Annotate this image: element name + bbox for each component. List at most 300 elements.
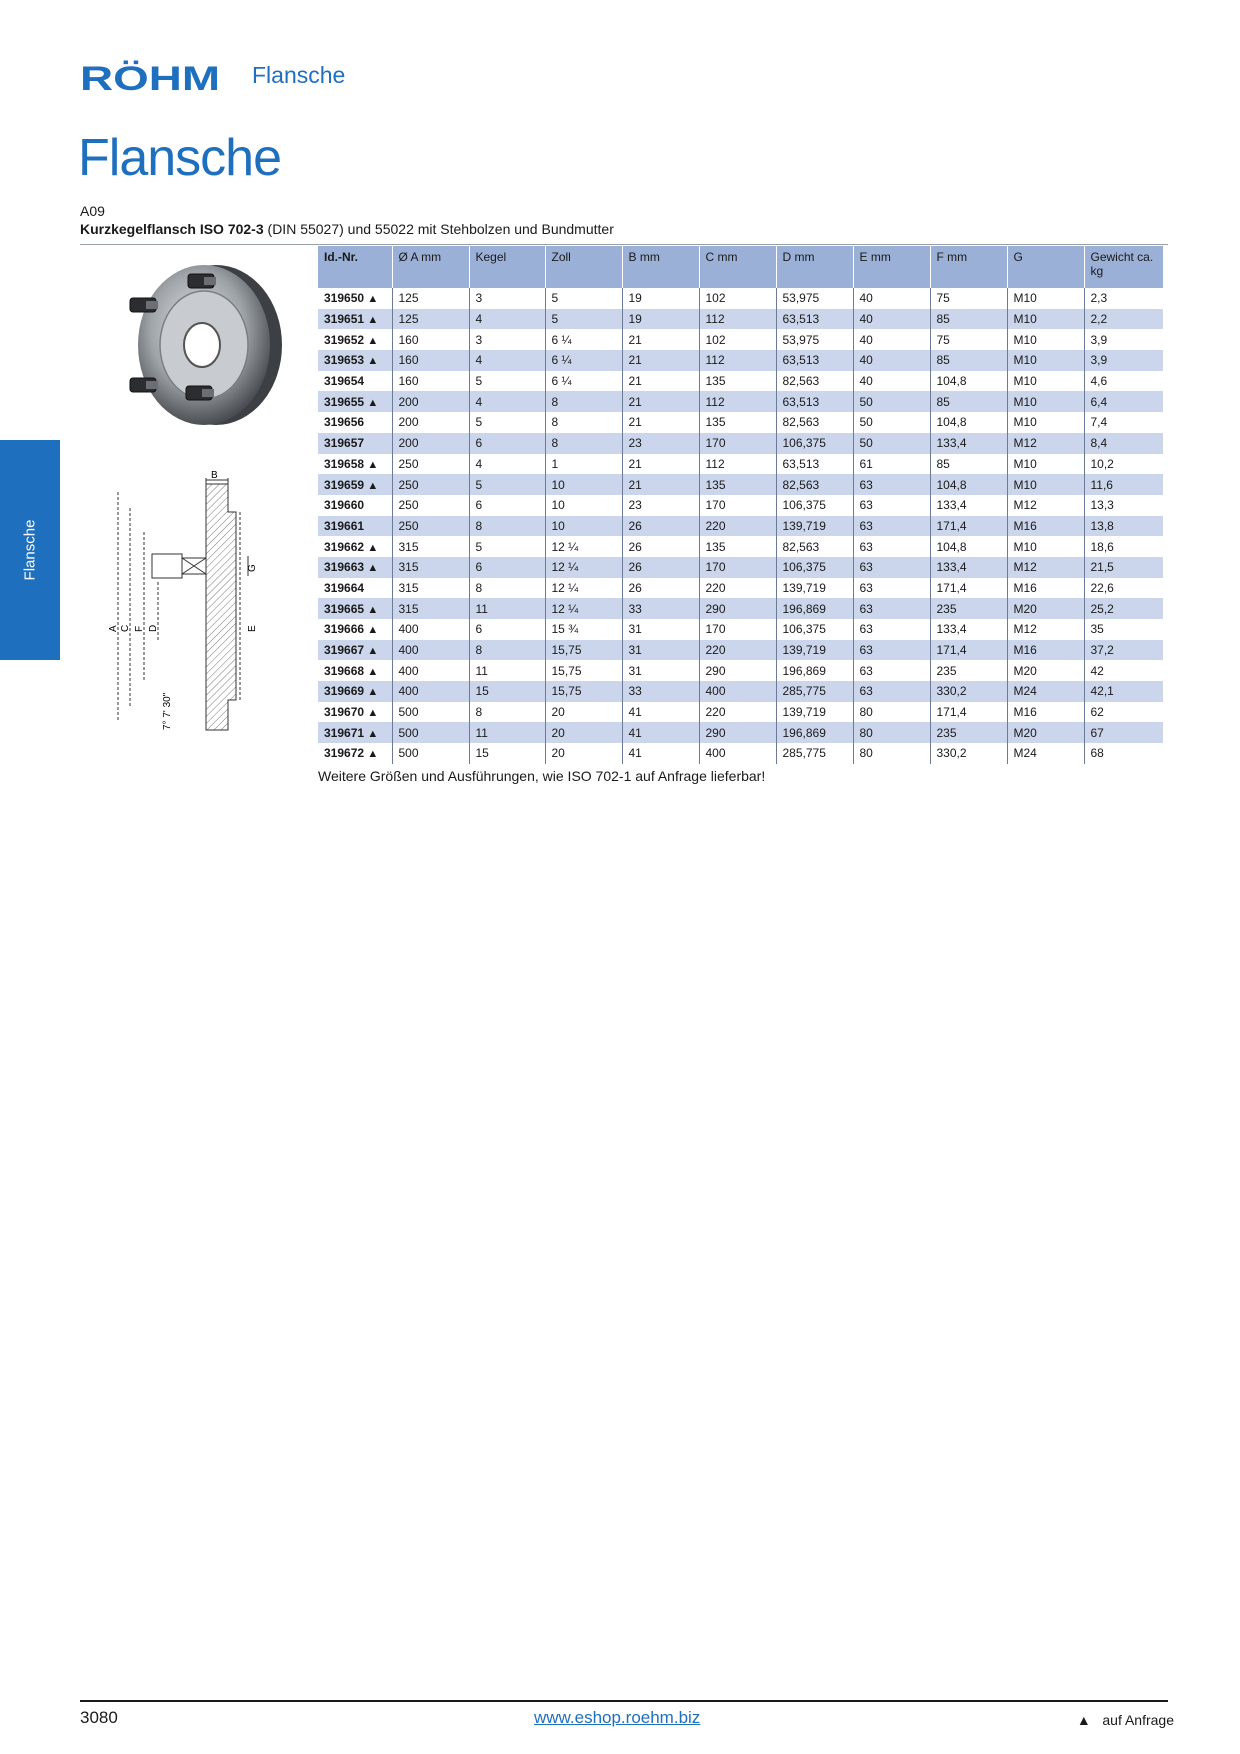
id-number: 319653 bbox=[324, 353, 365, 368]
table-row bbox=[318, 371, 1163, 392]
table-row bbox=[318, 288, 1163, 309]
table-cell: 63 bbox=[853, 640, 930, 661]
on-request-triangle-icon: ▲ bbox=[367, 665, 379, 678]
table-cell: 102 bbox=[699, 288, 776, 309]
table-row bbox=[318, 536, 1163, 557]
table-cell: 135 bbox=[699, 474, 776, 495]
table-cell: 19 bbox=[622, 309, 699, 330]
table-cell: 63 bbox=[853, 619, 930, 640]
table-cell: 400 bbox=[392, 681, 469, 702]
table-cell: M16 bbox=[1007, 578, 1084, 599]
id-number: 319657 bbox=[324, 436, 365, 451]
table-cell: 170 bbox=[699, 619, 776, 640]
table-cell: 63 bbox=[853, 516, 930, 537]
table-cell: 12 ¼ bbox=[545, 536, 622, 557]
table-cell: 82,563 bbox=[776, 412, 853, 433]
table-cell: M10 bbox=[1007, 454, 1084, 475]
table-cell: 171,4 bbox=[930, 640, 1007, 661]
table-cell: 133,4 bbox=[930, 619, 1007, 640]
table-cell: 112 bbox=[699, 454, 776, 475]
cell-id bbox=[318, 536, 392, 557]
cell-id bbox=[318, 681, 392, 702]
cell-id bbox=[318, 743, 392, 764]
table-cell: 13,3 bbox=[1084, 495, 1163, 516]
table-cell: 15 bbox=[469, 743, 545, 764]
table-cell: 82,563 bbox=[776, 474, 853, 495]
table-cell: 85 bbox=[930, 309, 1007, 330]
table-cell: 220 bbox=[699, 578, 776, 599]
table-cell: 3,9 bbox=[1084, 329, 1163, 350]
table-cell: 67 bbox=[1084, 722, 1163, 743]
col-kegel: Kegel bbox=[469, 246, 545, 288]
table-cell: 50 bbox=[853, 391, 930, 412]
id-number: 319666 bbox=[324, 622, 365, 637]
cell-id bbox=[318, 660, 392, 681]
table-row bbox=[318, 557, 1163, 578]
table-cell: 125 bbox=[392, 309, 469, 330]
on-request-triangle-icon: ▲ bbox=[367, 603, 379, 616]
table-cell: M20 bbox=[1007, 598, 1084, 619]
table-cell: 26 bbox=[622, 516, 699, 537]
table-cell: M10 bbox=[1007, 536, 1084, 557]
table-cell: 220 bbox=[699, 640, 776, 661]
table-row bbox=[318, 743, 1163, 764]
table-cell: 3 bbox=[469, 288, 545, 309]
col-d: D mm bbox=[776, 246, 853, 288]
on-request-triangle-icon: ▲ bbox=[367, 562, 379, 575]
table-cell: 10,2 bbox=[1084, 454, 1163, 475]
table-cell: 85 bbox=[930, 391, 1007, 412]
id-number: 319671 bbox=[324, 725, 365, 740]
label-angle: 7° 7' 30" bbox=[162, 692, 173, 730]
col-e: E mm bbox=[853, 246, 930, 288]
cell-id bbox=[318, 619, 392, 640]
table-cell: 8 bbox=[469, 578, 545, 599]
table-cell: 6 bbox=[469, 619, 545, 640]
table-cell: 315 bbox=[392, 557, 469, 578]
table-cell: 400 bbox=[699, 743, 776, 764]
table-cell: 6 bbox=[469, 495, 545, 516]
cell-id bbox=[318, 722, 392, 743]
table-cell: 11 bbox=[469, 598, 545, 619]
page-number: 3080 bbox=[80, 1708, 118, 1727]
table-cell: 160 bbox=[392, 371, 469, 392]
label-c: C bbox=[120, 624, 131, 632]
table-cell: 21,5 bbox=[1084, 557, 1163, 578]
table-cell: 133,4 bbox=[930, 495, 1007, 516]
table-cell: 20 bbox=[545, 743, 622, 764]
label-e: E bbox=[247, 625, 258, 632]
table-cell: 53,975 bbox=[776, 329, 853, 350]
table-row bbox=[318, 350, 1163, 371]
table-cell: 41 bbox=[622, 722, 699, 743]
table-cell: 106,375 bbox=[776, 495, 853, 516]
table-cell: 104,8 bbox=[930, 536, 1007, 557]
label-d: D bbox=[148, 624, 159, 632]
table-cell: 41 bbox=[622, 702, 699, 723]
table-cell: 26 bbox=[622, 557, 699, 578]
id-number: 319670 bbox=[324, 705, 365, 720]
table-cell: 400 bbox=[392, 660, 469, 681]
svg-text:RÖHM: RÖHM bbox=[80, 60, 220, 98]
table-cell: 104,8 bbox=[930, 371, 1007, 392]
table-cell: M10 bbox=[1007, 329, 1084, 350]
table-cell: 235 bbox=[930, 660, 1007, 681]
table-cell: 80 bbox=[853, 743, 930, 764]
table-cell: M10 bbox=[1007, 350, 1084, 371]
table-cell: 41 bbox=[622, 743, 699, 764]
table-cell: 315 bbox=[392, 578, 469, 599]
table-cell: M16 bbox=[1007, 516, 1084, 537]
on-request-triangle-icon: ▲ bbox=[367, 314, 379, 327]
header-title: Flansche bbox=[252, 62, 346, 88]
table-cell: 12 ¼ bbox=[545, 578, 622, 599]
col-id: Id.-Nr. bbox=[318, 246, 392, 288]
id-number: 319658 bbox=[324, 456, 365, 471]
table-cell: 82,563 bbox=[776, 371, 853, 392]
table-cell: M10 bbox=[1007, 309, 1084, 330]
table-cell: 63,513 bbox=[776, 350, 853, 371]
table-cell: 196,869 bbox=[776, 660, 853, 681]
section-description bbox=[80, 221, 614, 237]
on-request-triangle-icon: ▲ bbox=[367, 396, 379, 409]
table-cell: M10 bbox=[1007, 391, 1084, 412]
table-cell: 31 bbox=[622, 660, 699, 681]
table-cell: 4 bbox=[469, 350, 545, 371]
table-cell: 63,513 bbox=[776, 391, 853, 412]
side-tab-flansche[interactable] bbox=[0, 440, 60, 660]
table-cell: 31 bbox=[622, 640, 699, 661]
table-cell: 290 bbox=[699, 722, 776, 743]
on-request-triangle-icon: ▲ bbox=[367, 727, 379, 740]
table-cell: 2,2 bbox=[1084, 309, 1163, 330]
col-gewicht: Gewicht ca. kg bbox=[1084, 246, 1163, 288]
table-cell: 13,8 bbox=[1084, 516, 1163, 537]
table-cell: 33 bbox=[622, 681, 699, 702]
section-title-rest: (DIN 55027) und 55022 mit Stehbolzen und Bundmutter bbox=[263, 221, 614, 237]
col-zoll: Zoll bbox=[545, 246, 622, 288]
table-cell: 139,719 bbox=[776, 578, 853, 599]
cell-id bbox=[318, 640, 392, 661]
table-cell: 4,6 bbox=[1084, 371, 1163, 392]
table-cell: M20 bbox=[1007, 722, 1084, 743]
id-number: 319665 bbox=[324, 601, 365, 616]
table-cell: 112 bbox=[699, 309, 776, 330]
table-cell: 8 bbox=[469, 640, 545, 661]
table-row bbox=[318, 702, 1163, 723]
table-cell: 40 bbox=[853, 288, 930, 309]
table-cell: 33 bbox=[622, 598, 699, 619]
table-cell: 400 bbox=[392, 619, 469, 640]
on-request-triangle-icon: ▲ bbox=[367, 686, 379, 699]
table-cell: 19 bbox=[622, 288, 699, 309]
table-cell: 170 bbox=[699, 433, 776, 454]
id-number: 319667 bbox=[324, 643, 365, 658]
page-title: Flansche bbox=[78, 129, 281, 187]
on-request-triangle-icon: ▲ bbox=[367, 707, 379, 720]
table-cell: 40 bbox=[853, 329, 930, 350]
cell-id bbox=[318, 288, 392, 309]
table-cell: 63 bbox=[853, 660, 930, 681]
table-cell: 171,4 bbox=[930, 702, 1007, 723]
id-number: 319664 bbox=[324, 580, 365, 595]
table-cell: 170 bbox=[699, 557, 776, 578]
id-number: 319651 bbox=[324, 312, 365, 327]
table-row bbox=[318, 640, 1163, 661]
table-cell: 5 bbox=[469, 371, 545, 392]
table-cell: 285,775 bbox=[776, 743, 853, 764]
table-cell: 40 bbox=[853, 309, 930, 330]
id-number: 319660 bbox=[324, 498, 365, 513]
table-cell: 10 bbox=[545, 495, 622, 516]
id-number: 319661 bbox=[324, 518, 365, 533]
id-number: 319672 bbox=[324, 746, 365, 761]
table-cell: 8,4 bbox=[1084, 433, 1163, 454]
table-cell: 106,375 bbox=[776, 557, 853, 578]
table-cell: 5 bbox=[545, 309, 622, 330]
table-row bbox=[318, 433, 1163, 454]
table-cell: 196,869 bbox=[776, 598, 853, 619]
on-request-triangle-icon: ▲ bbox=[367, 479, 379, 492]
table-cell: 5 bbox=[545, 288, 622, 309]
cell-id bbox=[318, 350, 392, 371]
table-cell: 42,1 bbox=[1084, 681, 1163, 702]
table-cell: 61 bbox=[853, 454, 930, 475]
table-cell: 6 bbox=[469, 557, 545, 578]
table-cell: 290 bbox=[699, 598, 776, 619]
col-a: Ø A mm bbox=[392, 246, 469, 288]
table-cell: 63 bbox=[853, 557, 930, 578]
table-cell: 235 bbox=[930, 598, 1007, 619]
table-row bbox=[318, 454, 1163, 475]
table-cell: 23 bbox=[622, 495, 699, 516]
table-cell: 85 bbox=[930, 454, 1007, 475]
col-b: B mm bbox=[622, 246, 699, 288]
on-request-triangle-icon: ▲ bbox=[367, 458, 379, 471]
table-cell: 133,4 bbox=[930, 433, 1007, 454]
table-cell: 15 bbox=[469, 681, 545, 702]
table-cell: 40 bbox=[853, 350, 930, 371]
table-cell: 235 bbox=[930, 722, 1007, 743]
table-cell: 10 bbox=[545, 516, 622, 537]
table-cell: 330,2 bbox=[930, 743, 1007, 764]
table-cell: 63,513 bbox=[776, 309, 853, 330]
on-request-triangle-icon: ▲ bbox=[367, 645, 379, 658]
table-cell: 50 bbox=[853, 433, 930, 454]
table-cell: 21 bbox=[622, 350, 699, 371]
table-cell: M12 bbox=[1007, 495, 1084, 516]
table-cell: 50 bbox=[853, 412, 930, 433]
cell-id bbox=[318, 371, 392, 392]
id-number: 319659 bbox=[324, 477, 365, 492]
section-title-bold: Kurzkegelflansch ISO 702-3 bbox=[80, 221, 264, 237]
table-cell: 12 ¼ bbox=[545, 557, 622, 578]
triangle-icon: ▲ bbox=[1076, 1712, 1091, 1728]
table-cell: 250 bbox=[392, 474, 469, 495]
table-cell: 35 bbox=[1084, 619, 1163, 640]
table-cell: 21 bbox=[622, 371, 699, 392]
table-cell: 133,4 bbox=[930, 557, 1007, 578]
specification-table bbox=[318, 246, 1163, 764]
table-cell: M12 bbox=[1007, 557, 1084, 578]
table-cell: 220 bbox=[699, 702, 776, 723]
cell-id bbox=[318, 391, 392, 412]
id-number: 319652 bbox=[324, 332, 365, 347]
table-row bbox=[318, 598, 1163, 619]
legend-text: auf Anfrage bbox=[1102, 1712, 1174, 1728]
table-cell: 80 bbox=[853, 722, 930, 743]
table-body bbox=[318, 288, 1163, 764]
table-cell: M10 bbox=[1007, 412, 1084, 433]
table-cell: 102 bbox=[699, 329, 776, 350]
id-number: 319668 bbox=[324, 663, 365, 678]
table-cell: 15 ¾ bbox=[545, 619, 622, 640]
id-number: 319663 bbox=[324, 560, 365, 575]
table-cell: 104,8 bbox=[930, 474, 1007, 495]
table-cell: 40 bbox=[853, 371, 930, 392]
table-row bbox=[318, 391, 1163, 412]
table-cell: 135 bbox=[699, 371, 776, 392]
table-cell: 8 bbox=[545, 391, 622, 412]
table-cell: 85 bbox=[930, 350, 1007, 371]
table-cell: 12 ¼ bbox=[545, 598, 622, 619]
cell-id bbox=[318, 702, 392, 723]
table-cell: 400 bbox=[392, 640, 469, 661]
table-cell: 171,4 bbox=[930, 516, 1007, 537]
table-cell: M24 bbox=[1007, 743, 1084, 764]
table-cell: 4 bbox=[469, 454, 545, 475]
cell-id bbox=[318, 516, 392, 537]
table-cell: 23 bbox=[622, 433, 699, 454]
on-request-triangle-icon: ▲ bbox=[367, 541, 379, 554]
table-cell: 2,3 bbox=[1084, 288, 1163, 309]
table-cell: 112 bbox=[699, 391, 776, 412]
table-cell: 139,719 bbox=[776, 516, 853, 537]
cell-id bbox=[318, 495, 392, 516]
table-cell: 106,375 bbox=[776, 619, 853, 640]
table-cell: 75 bbox=[930, 329, 1007, 350]
table-header-row bbox=[318, 246, 1163, 288]
table-cell: 18,6 bbox=[1084, 536, 1163, 557]
table-cell: 5 bbox=[469, 412, 545, 433]
table-row bbox=[318, 619, 1163, 640]
table-cell: 63 bbox=[853, 474, 930, 495]
table-cell: 3 bbox=[469, 329, 545, 350]
table-cell: 15,75 bbox=[545, 681, 622, 702]
table-cell: 26 bbox=[622, 536, 699, 557]
table-cell: 8 bbox=[545, 412, 622, 433]
table-cell: 75 bbox=[930, 288, 1007, 309]
table-cell: 220 bbox=[699, 516, 776, 537]
cell-id bbox=[318, 412, 392, 433]
table-cell: 4 bbox=[469, 391, 545, 412]
on-request-triangle-icon: ▲ bbox=[367, 748, 379, 761]
table-cell: 15,75 bbox=[545, 640, 622, 661]
table-cell: 11 bbox=[469, 722, 545, 743]
table-cell: 21 bbox=[622, 391, 699, 412]
table-cell: 15,75 bbox=[545, 660, 622, 681]
table-cell: 6 ¼ bbox=[545, 350, 622, 371]
table-cell: 170 bbox=[699, 495, 776, 516]
cell-id bbox=[318, 598, 392, 619]
table-cell: 1 bbox=[545, 454, 622, 475]
table-cell: 6,4 bbox=[1084, 391, 1163, 412]
col-c: C mm bbox=[699, 246, 776, 288]
on-request-triangle-icon: ▲ bbox=[367, 355, 379, 368]
on-request-triangle-icon: ▲ bbox=[367, 624, 379, 637]
table-cell: 20 bbox=[545, 702, 622, 723]
cell-id bbox=[318, 433, 392, 454]
table-cell: 139,719 bbox=[776, 702, 853, 723]
table-cell: 6 ¼ bbox=[545, 329, 622, 350]
table-cell: 10 bbox=[545, 474, 622, 495]
table-cell: 37,2 bbox=[1084, 640, 1163, 661]
table-cell: 63 bbox=[853, 598, 930, 619]
cell-id bbox=[318, 309, 392, 330]
table-cell: 290 bbox=[699, 660, 776, 681]
label-a: A bbox=[108, 625, 119, 632]
table-row bbox=[318, 722, 1163, 743]
id-number: 319656 bbox=[324, 415, 365, 430]
table-cell: 6 bbox=[469, 433, 545, 454]
table-cell: 21 bbox=[622, 474, 699, 495]
table-cell: M10 bbox=[1007, 288, 1084, 309]
table-cell: 20 bbox=[545, 722, 622, 743]
table-cell: 6 ¼ bbox=[545, 371, 622, 392]
table-row bbox=[318, 329, 1163, 350]
table-cell: 112 bbox=[699, 350, 776, 371]
footer-divider bbox=[80, 1700, 1168, 1702]
table-cell: 21 bbox=[622, 329, 699, 350]
table-row bbox=[318, 412, 1163, 433]
technical-drawing bbox=[108, 470, 292, 742]
table-cell: 11 bbox=[469, 660, 545, 681]
section-code: A09 bbox=[80, 203, 105, 219]
table-cell: 500 bbox=[392, 722, 469, 743]
on-request-triangle-icon: ▲ bbox=[367, 293, 379, 306]
table-cell: 8 bbox=[545, 433, 622, 454]
table-cell: 285,775 bbox=[776, 681, 853, 702]
table-cell: M12 bbox=[1007, 619, 1084, 640]
cell-id bbox=[318, 454, 392, 475]
table-cell: 135 bbox=[699, 412, 776, 433]
table-cell: 68 bbox=[1084, 743, 1163, 764]
id-number: 319650 bbox=[324, 291, 365, 306]
table-cell: 135 bbox=[699, 536, 776, 557]
table-cell: 4 bbox=[469, 309, 545, 330]
table-cell: 63 bbox=[853, 536, 930, 557]
table-row bbox=[318, 681, 1163, 702]
table-row bbox=[318, 309, 1163, 330]
eshop-link[interactable]: www.eshop.roehm.biz bbox=[534, 1708, 701, 1727]
table-cell: 8 bbox=[469, 702, 545, 723]
table-cell: 3,9 bbox=[1084, 350, 1163, 371]
roehm-logo bbox=[80, 60, 220, 98]
table-cell: 42 bbox=[1084, 660, 1163, 681]
table-cell: 125 bbox=[392, 288, 469, 309]
table-cell: 8 bbox=[469, 516, 545, 537]
table-cell: 22,6 bbox=[1084, 578, 1163, 599]
table-cell: 200 bbox=[392, 433, 469, 454]
table-cell: 63 bbox=[853, 681, 930, 702]
table-cell: 160 bbox=[392, 329, 469, 350]
table-row bbox=[318, 495, 1163, 516]
table-cell: 82,563 bbox=[776, 536, 853, 557]
cell-id bbox=[318, 474, 392, 495]
col-g: G bbox=[1007, 246, 1084, 288]
footer-legend bbox=[1077, 1712, 1174, 1728]
table-cell: M12 bbox=[1007, 433, 1084, 454]
